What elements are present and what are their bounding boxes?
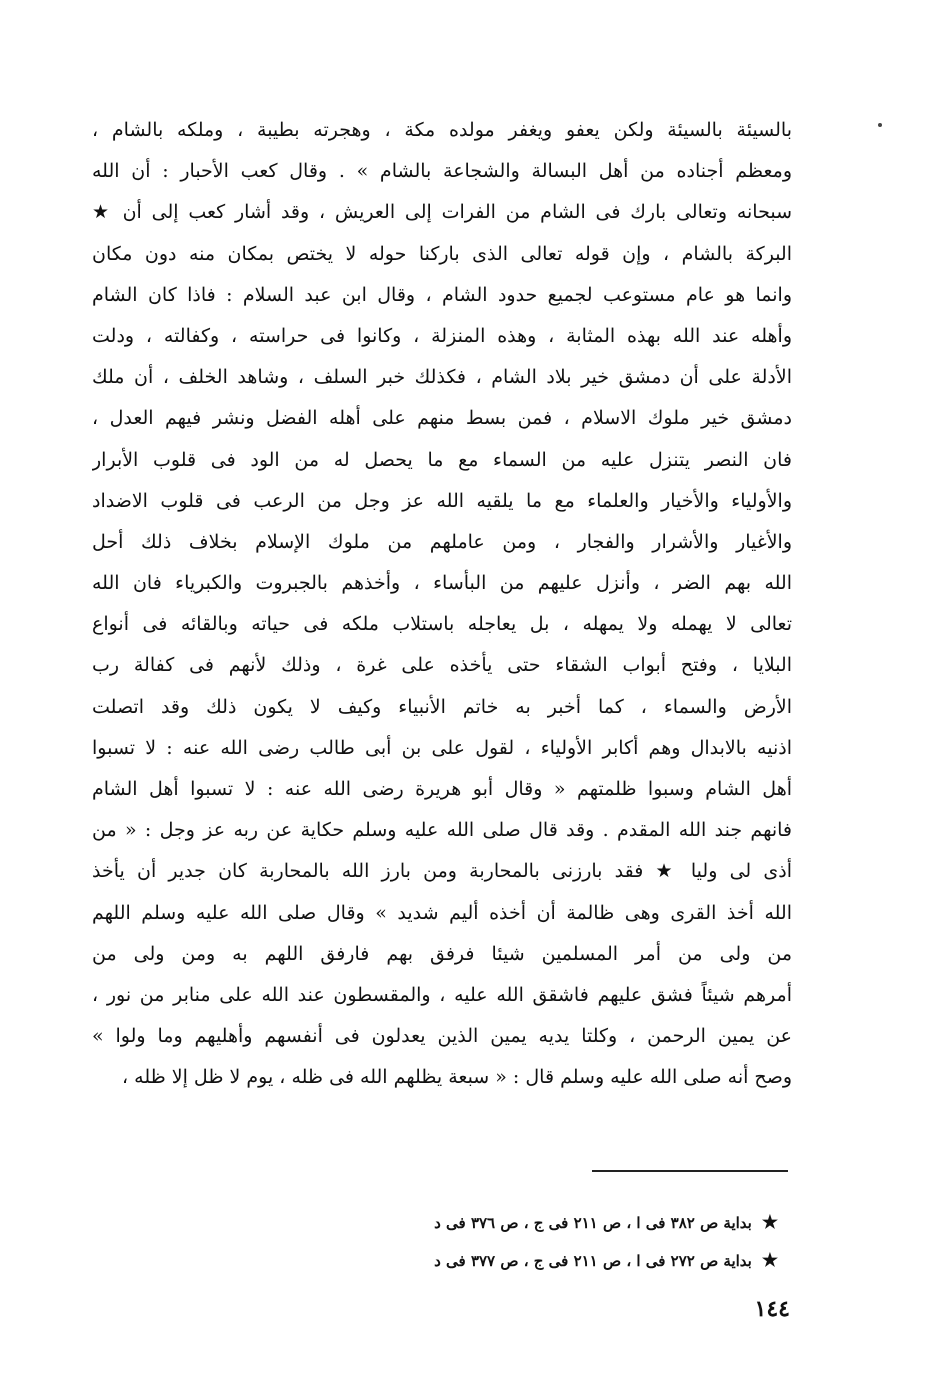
footnote-separator <box>592 1170 788 1172</box>
text-line: الله بهم الضر ، وأنزل عليهم من البأساء ، وأخذهم بالجبروت والكبرياء فان الله <box>92 572 792 595</box>
text-line: أمرهم شيئاً فشق عليهم فاشقق الله عليه ، والمقسطون عند الله على منابر من نور ، <box>92 983 792 1006</box>
text-line: وانما هو عام مستوعب لجميع حدود الشام ، وقال ابن عبد السلام : فاذا كان الشام <box>92 283 792 306</box>
text-line: بالسيئة بالسيئة ولكن يعفو ويغفر مولده مكة ، وهجرته بطيبة ، وملكه بالشام ، <box>92 119 792 141</box>
text-line: وأهله عند الله بهذه المثابة ، وهذه المنزلة ، وكانوا فى حراسته ، وكفالته ، ودلت <box>92 324 792 347</box>
text-line: دمشق خير ملوك الاسلام ، فمن بسط منهم على أهله الفضل ونشر فيهم العدل ، <box>92 407 792 430</box>
text-line: عن يمين الرحمن ، وكلتا يديه يمين الذين يعدلون فى أنفسهم وأهليهم وما ولوا » <box>92 1025 792 1048</box>
page-number: ١٤٤ <box>754 1296 790 1322</box>
text-line: تعالى لا يهمله ولا يمهله ، بل يعاجله باستلاب ملكه فى حياته وبالقائه فى أنواع <box>92 613 792 636</box>
footnotes-block <box>300 1204 778 1280</box>
margin-mark <box>878 123 882 127</box>
text-line: أهل الشام وسبوا ظلمتهم « وقال أبو هريرة رضى الله عنه : لا تسبوا أهل الشام <box>92 778 792 800</box>
footnote <box>300 1204 778 1242</box>
text-line: سبحانه وتعالى بارك فى الشام من الفرات إلى العريش ، وقد أشار كعب إلى أن ★ <box>92 201 792 224</box>
text-line: الله أخذ القرى وهى ظالمة أن أخذه أليم شديد » وقال صلى الله عليه وسلم اللهم <box>92 901 792 924</box>
text-line: والأغيار والأشرار والفجار ، ومن عاملهم من ملوك الإسلام بخلاف ذلك أحل <box>92 530 792 553</box>
text-line: الأرض والسماء ، كما أخبر به خاتم الأنبياء وكيف لا يكون ذلك وقد اتصلت <box>92 695 792 718</box>
text-line: الأدلة على أن دمشق خير بلاد الشام ، فكذلك خبر السلف ، وشاهد الخلف ، أن ملك <box>92 366 792 389</box>
footnote-text: بداية ص ٣٨٢ فى ا ، ص ٢١١ فى ج ، ص ٣٧٦ فى د <box>434 1214 752 1232</box>
text-line: اذنيه بالابدال وهم أكابر الأولياء ، لقول على بن أبى طالب رضى الله عنه : لا تسبوا <box>92 736 792 759</box>
text-line: فانهم جند الله المقدم . وقد قال صلى الله عليه وسلم حكاية عن ربه عز وجل : « من <box>92 819 792 842</box>
text-line: ومعظم أجناده من أهل البسالة والشجاعة بالشام » . وقال كعب الأحبار : أن الله <box>92 160 792 183</box>
footnote <box>300 1242 778 1280</box>
main-text-block <box>92 110 792 1099</box>
star-icon: ★ <box>761 1212 778 1233</box>
text-line: أذى لى وليا ★ فقد بارزنى بالمحاربة ومن بارز الله بالمحاربة كان جدير أن يأخذ <box>92 860 792 883</box>
text-line: وصح أنه صلى الله عليه وسلم قال : « سبعة يظلهم الله فى ظله ، يوم لا ظل إلا ظله ، <box>121 1066 792 1089</box>
text-line: من ولى من أمر المسلمين شيئا فرفق بهم فارفق اللهم به ومن ولى من <box>92 942 792 965</box>
footnote-text: بداية ص ٢٧٢ فى ا ، ص ٢١١ فى ج ، ص ٣٧٧ فى د <box>434 1252 752 1270</box>
text-line: البلايا ، وفتح أبواب الشقاء حتى يأخذه على غرة ، وذلك لأنهم فى كفالة رب <box>92 654 792 677</box>
text-line: البركة بالشام ، وإن قوله تعالى الذى باركنا حوله لا يختص بمكان منه دون مكان <box>92 242 792 265</box>
text-line: والأولياء والأخيار والعلماء مع ما يلقيه الله عز وجل من الرعب فى قلوب الاضداد <box>92 489 792 512</box>
star-icon: ★ <box>761 1250 778 1271</box>
text-line: فان النصر يتنزل عليه من السماء مع ما يحصل له من الود فى قلوب الأبرار <box>92 448 792 471</box>
